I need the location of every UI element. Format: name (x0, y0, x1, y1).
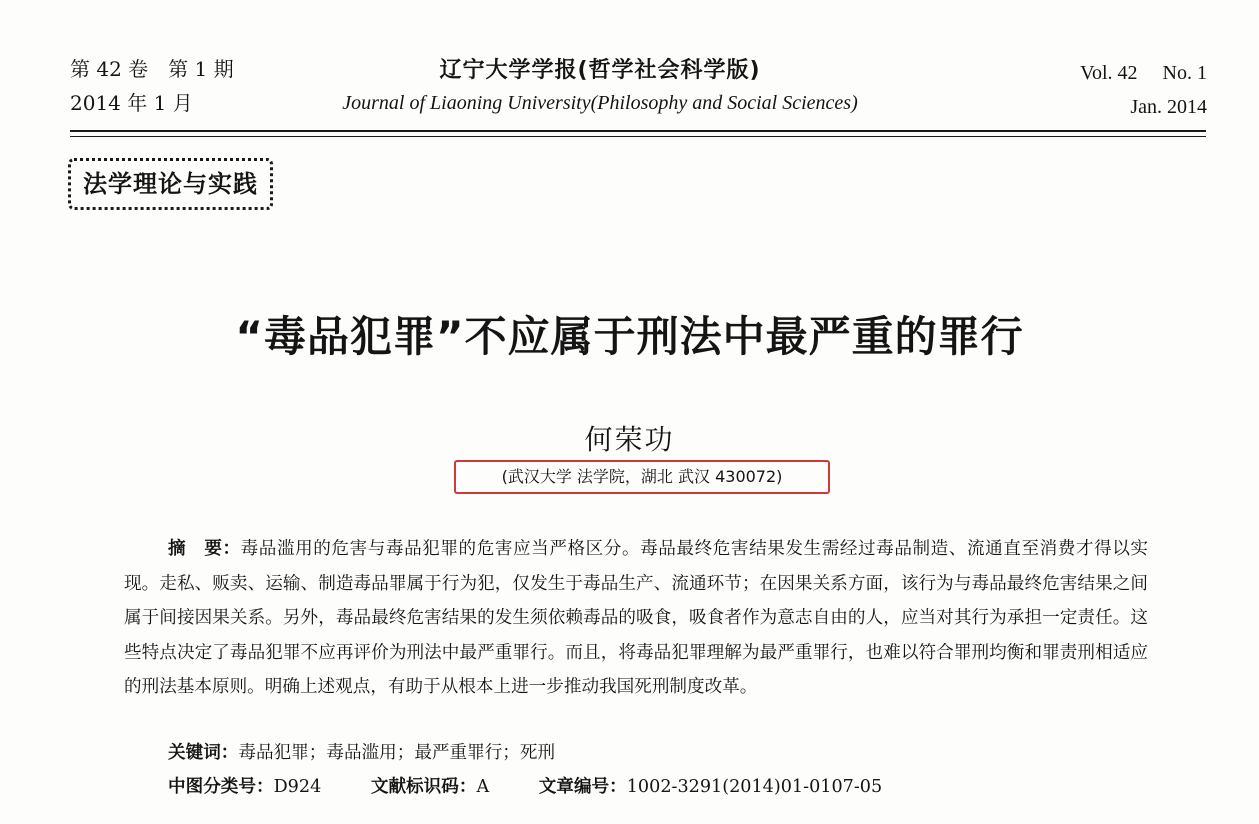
volume-issue-cn: 第 42 卷 第 1 期 (70, 57, 234, 81)
clc-label: 中图分类号： (168, 777, 274, 797)
issue-info-cn (70, 52, 234, 120)
keywords-label: 关键词： (168, 743, 239, 763)
author-name: 何荣功 (584, 423, 675, 456)
journal-title-cn: 辽宁大学学报(哲学社会科学版) (439, 58, 761, 83)
abstract-text: 毒品滥用的危害与毒品犯罪的危害应当严格区分。毒品最终危害结果发生需经过毒品制造、流通直至消费才得以实现。走私、贩卖、运输、制造毒品罪属于行为犯，仅发生于毒品生产、流通环节；在因果关系方面，该行为与毒品最终危害结果之间属于间接因果关系。另外，毒品最终危害结果的发生须依赖毒品的吸食，吸食者作为意志自由的人，应当对其行为承担一定责任。这些特点决定了毒品犯罪不应再评价为刑法中最严重罪行。而且，将毒品犯罪理解为最严重罪行，也难以符合罪刑均衡和罪责刑相适应的刑法基本原则。明确上述观点，有助于从根本上进一步推动我国死刑制度改革。 (124, 539, 1148, 698)
article-number-value: 1002-3291(2014)01-0107-05 (626, 777, 883, 797)
article-number (539, 777, 882, 797)
header-rule-thick (70, 130, 1206, 132)
document-code-value: A (476, 777, 490, 797)
publication-date-en: Jan. 2014 (1130, 96, 1207, 118)
volume-issue-en: Vol. 42 No. 1 (1080, 62, 1207, 84)
keywords-line (168, 736, 555, 770)
column-label: 法学理论与实践 (68, 158, 273, 210)
classification-line (168, 770, 882, 804)
publication-date-cn: 2014 年 1 月 (70, 91, 193, 115)
journal-title-en: Journal of Liaoning University(Philosophy and Social Sciences) (342, 92, 858, 114)
document-code-label: 文献标识码： (370, 777, 477, 797)
document-code (371, 777, 489, 797)
journal-title-block (300, 54, 900, 118)
abstract-label: 摘 要： (168, 539, 241, 559)
article-title: “毒品犯罪”不应属于刑法中最严重的罪行 (235, 312, 1024, 361)
keywords-text: 毒品犯罪；毒品滥用；最严重罪行；死刑 (238, 743, 556, 763)
author-affiliation: (武汉大学 法学院，湖北 武汉 430072) (501, 467, 783, 486)
clc-value: D924 (273, 777, 322, 797)
header-rule-thin (70, 136, 1206, 137)
affiliation-highlight-box (454, 460, 830, 494)
article-number-label: 文章编号： (538, 777, 627, 797)
issue-info-en (1080, 56, 1207, 124)
abstract-paragraph (124, 532, 1148, 705)
clc-number (168, 777, 321, 797)
